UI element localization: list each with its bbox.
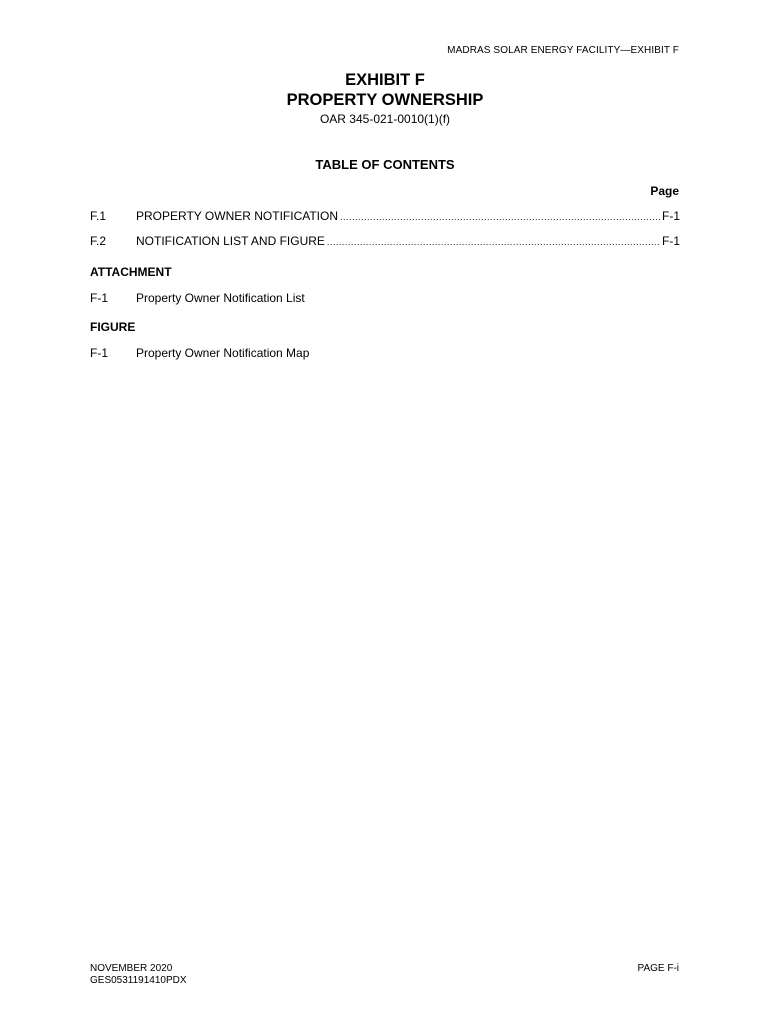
toc-page-column-label: Page [650, 184, 679, 198]
toc-entry-title: NOTIFICATION LIST AND FIGURE [136, 234, 325, 248]
toc-entry-page: F-1 [662, 209, 680, 223]
attachment-item[interactable] [90, 291, 305, 305]
figure-title: Property Owner Notification Map [136, 346, 310, 360]
running-header: MADRAS SOLAR ENERGY FACILITY—EXHIBIT F [447, 45, 679, 56]
toc-entry-page: F-1 [662, 234, 680, 248]
footer-left [90, 963, 187, 987]
exhibit-subject: PROPERTY OWNERSHIP [286, 91, 484, 109]
regulation-reference: OAR 345-021-0010(1)(f) [319, 112, 451, 126]
toc-entry-number: F.1 [90, 209, 107, 223]
toc-entry[interactable] [90, 234, 680, 250]
figure-section-label: FIGURE [90, 320, 136, 334]
toc-entry[interactable] [90, 209, 680, 225]
footer-page-number: PAGE F-i [637, 963, 679, 974]
footer-date: NOVEMBER 2020 [90, 963, 173, 974]
figure-number: F-1 [90, 346, 108, 360]
attachment-section-label: ATTACHMENT [90, 265, 172, 279]
toc-entry-number: F.2 [90, 234, 107, 248]
attachment-number: F-1 [90, 291, 108, 305]
attachment-title: Property Owner Notification List [136, 291, 305, 305]
title-block [0, 70, 770, 127]
figure-item[interactable] [90, 346, 309, 360]
toc-heading: TABLE OF CONTENTS [315, 157, 455, 172]
toc-leader-dots [340, 212, 660, 222]
toc-entry-title: PROPERTY OWNER NOTIFICATION [136, 209, 339, 223]
exhibit-title: EXHIBIT F [345, 71, 425, 89]
toc-leader-dots [327, 237, 660, 247]
footer-doc-id: GES0531191410PDX [90, 975, 187, 986]
